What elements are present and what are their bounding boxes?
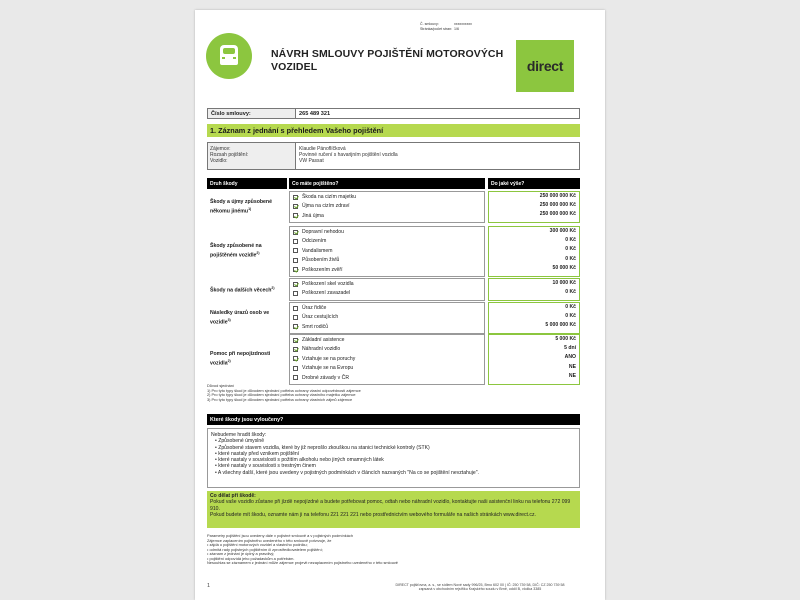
unchecked-checkbox-icon	[293, 375, 298, 380]
coverage-item	[293, 203, 350, 209]
info-value: Povinné ručení s havarijním pojištění vozidla	[299, 152, 398, 159]
group-label-text: Škody způsobené na pojištěném vozidle	[210, 243, 262, 259]
coverage-limit-value: 0 Kč	[565, 255, 576, 262]
coverage-item-label: Úraz řidiče	[302, 305, 327, 311]
company-address	[380, 583, 580, 592]
coverage-limit-value: 0 Kč	[565, 246, 576, 253]
coverage-item	[293, 305, 326, 311]
contract-no-label: Č. smlouvy:	[420, 22, 439, 26]
group-label	[207, 226, 287, 277]
footnote: 2) Pro tyto typy škod je důvodem sjednání potřeba ochrany vlastního majetku zájemce	[207, 392, 356, 398]
group-items	[289, 226, 485, 277]
info-label: Vozidlo:	[210, 158, 228, 165]
group-label-text: Pomoc při nepojízdnosti vozidla	[210, 351, 271, 367]
group-values	[488, 191, 580, 223]
coverage-item-label: Náhradní vozidlo	[302, 346, 341, 353]
coverage-item-label: Drobné závady v ČR	[302, 374, 349, 381]
coverage-limit-value: 5 000 000 Kč	[545, 322, 576, 329]
param-line: Nesouhlas se záznamem z jednání může zájemce projevit nezaplacením pojistného uvedeného v této smlouvě	[207, 560, 398, 565]
info-value: Klaudie Pánoflíčková	[299, 146, 346, 152]
document-page	[195, 10, 605, 600]
param-line: • pojištění odpovídá jeho požadavkům a potřebám.	[207, 555, 295, 561]
info-labels	[208, 143, 296, 169]
exclusion-item: • které nastaly v souvislosti s požitím alkoholu nebo jiných omamných látek	[211, 457, 576, 463]
coverage-item-label: Působením živlů	[302, 257, 340, 264]
coverage-item	[293, 290, 350, 296]
exclusion-item: • které nastaly před vznikem pojištění	[211, 451, 576, 457]
group-values	[488, 278, 580, 301]
group-label-text: Následky úrazů osob ve vozidle	[210, 309, 270, 326]
group-values	[488, 226, 580, 277]
coverage-limit-value: 10 000 Kč	[552, 279, 576, 286]
info-label: Rozsah pojištění:	[210, 152, 249, 159]
param-line: • záznam z jednání je úplný a pravdivý;	[207, 551, 275, 556]
exclusions-body	[207, 428, 580, 488]
group-values	[488, 334, 580, 385]
group-footnote-ref: 2)	[271, 285, 275, 290]
document-title: NÁVRH SMLOUVY POJIŠTĚNÍ MOTOROVÝCH VOZIDEL	[271, 48, 504, 73]
coverage-item	[293, 356, 355, 362]
claim-help-line: Pokud vaše vozidlo zůstane při jízdě nepojízdné a budete potřebovat pomoc, odtah nebo náhradní vozidlo, kontaktujte naši asistenční linku na telefonu 272 099 910.	[210, 499, 571, 512]
checked-checkbox-icon	[293, 282, 298, 287]
coverage-item-label: Škoda na cizím majetku	[302, 194, 357, 200]
coverage-limit-value: 5 000 Kč	[555, 335, 576, 342]
footnote: Důvod sjednání	[207, 383, 235, 388]
header-meta	[420, 22, 472, 32]
page-count-label: Stránka/počet stran:	[420, 27, 453, 31]
claim-help-title: Co dělat při škodě:	[210, 493, 256, 499]
coverage-item-label: Úraz cestujících	[302, 314, 339, 321]
exclusion-item: • A všechny další, které jsou uvedeny v pojistných podmínkách v článcích nazvaných "Na co se pojištění nevztahuje".	[211, 470, 576, 476]
checked-checkbox-icon	[293, 338, 298, 343]
coverage-item	[293, 375, 349, 381]
coverage-item-label: Smrt rodičů	[302, 323, 329, 330]
checked-checkbox-icon	[293, 195, 298, 200]
unchecked-checkbox-icon	[293, 306, 298, 311]
coverage-limit-value: ANO	[564, 354, 576, 361]
coverage-limit-value: NE	[568, 373, 576, 380]
parameters-text	[207, 534, 577, 566]
group-label	[207, 302, 287, 334]
coverage-item	[293, 229, 344, 235]
coverage-limit-value: 250 000 000 Kč	[539, 211, 576, 218]
param-line: • zájdá o pojištění motorových vozidel a vlastního podniku;	[207, 542, 308, 547]
checked-checkbox-icon	[293, 356, 298, 361]
coverage-item-label: Odcizením	[302, 238, 327, 245]
company-line: DIRECT pojišťovna, a. s., se sídlem Nové sady 996/25, Brno 602 00 | IČ: 250 739 58, DIČ: CZ 250 739 58	[395, 583, 565, 587]
exclusion-item: • Způsobené úmyslně	[211, 438, 576, 444]
unchecked-checkbox-icon	[293, 248, 298, 253]
coverage-item-label: Vztahuje se na Evropu	[302, 365, 354, 372]
coverage-item	[293, 257, 339, 263]
coverage-limit-value: 0 Kč	[565, 312, 576, 319]
checked-checkbox-icon	[293, 204, 298, 209]
exclusion-item: • Způsobené stavem vozidla, které by již neprošlo zkouškou na stanici technické kontroly (STK)	[211, 445, 576, 451]
coverage-limit-value: NE	[568, 363, 576, 370]
coverage-limit-value: 0 Kč	[565, 236, 576, 243]
unchecked-checkbox-icon	[293, 315, 298, 320]
unchecked-checkbox-icon	[293, 239, 298, 244]
group-footnote-ref: 1)	[248, 206, 252, 211]
claim-help-box	[207, 491, 580, 528]
coverage-item	[293, 213, 324, 219]
table-header-type: Druh škody	[207, 178, 287, 189]
coverage-limit-value: 0 Kč	[565, 288, 576, 295]
coverage-item	[293, 324, 328, 330]
register-line: zapsaná v obchodním rejstříku Krajského soudu v Brně, oddíl B, vložka 3385	[418, 587, 542, 592]
coverage-item-label: Poškození zavazadel	[302, 290, 351, 297]
coverage-item	[293, 194, 356, 200]
coverage-limit-value: 5 dní	[564, 344, 576, 351]
group-items	[289, 334, 485, 385]
coverage-item	[293, 337, 344, 343]
info-label: Zájemce:	[210, 146, 231, 152]
coverage-item	[293, 248, 332, 254]
coverage-item-label: Jiná újma	[302, 212, 324, 219]
group-items	[289, 278, 485, 301]
exclusions-intro: Nebudeme hradit škody:	[211, 432, 267, 438]
group-label-text: Škody a újmy způsobené někomu jinému	[210, 198, 272, 215]
contract-number-label: Číslo smlouvy:	[208, 109, 296, 118]
checked-checkbox-icon	[293, 347, 298, 352]
group-label	[207, 278, 287, 301]
table-header-limit: Do jaké výše?	[488, 178, 580, 189]
coverage-item-label: Poškození skel vozidla	[302, 281, 354, 287]
coverage-item	[293, 346, 340, 352]
coverage-item	[293, 314, 338, 320]
unchecked-checkbox-icon	[293, 291, 298, 296]
group-label	[207, 191, 287, 223]
checked-checkbox-icon	[293, 213, 298, 218]
exclusions-title: Které škody jsou vyloučeny?	[207, 414, 580, 425]
page-count-value: 1/6	[454, 27, 459, 31]
footnote: 1) Pro tyto typy škod je důvodem sjednání potřeba ochrany vlastní odpovědnosti zájemce	[207, 387, 361, 393]
info-values	[296, 143, 401, 168]
group-label	[207, 334, 287, 385]
coverage-item-label: Základní asistence	[302, 337, 345, 343]
coverage-item	[293, 281, 354, 287]
table-header-covered: Co máte pojištěno?	[289, 178, 485, 189]
direct-logo: direct	[516, 40, 574, 92]
group-items	[289, 302, 485, 334]
param-line: Zájemce zaplacením pojistného uvedeného v této smlouvě potvrzuje, že	[207, 537, 332, 543]
claim-help-line: Pokud budete mít škodu, oznamte nám ji na telefonu 221 221 221 nebo prostřednictvím webového formuláře na našich stránkách www.direct.cz.	[210, 511, 536, 518]
contract-number-row	[207, 108, 580, 119]
info-value: VW Passat	[299, 158, 324, 165]
group-items	[289, 191, 485, 223]
coverage-item	[293, 365, 353, 371]
group-footnote-ref: 2)	[256, 251, 260, 256]
info-box	[207, 142, 580, 170]
coverage-item-label: Vandalismem	[302, 247, 333, 254]
page-number: 1	[207, 583, 211, 589]
unchecked-checkbox-icon	[293, 366, 298, 371]
coverage-item-label: Újma na cizím zdraví	[302, 203, 350, 210]
footnotes	[207, 384, 361, 402]
footnote: 3) Pro tyto typy škod je důvodem sjednání potřeba ochrany vlastních zájmů zájemce	[207, 396, 353, 402]
contract-number-value: 265 489 321	[299, 110, 331, 117]
contract-no-value: xxxxxxxxxx	[454, 22, 472, 26]
checked-checkbox-icon	[293, 324, 298, 329]
coverage-limit-value: 250 000 000 Kč	[539, 201, 576, 208]
coverage-item	[293, 238, 326, 244]
group-footnote-ref: 3)	[227, 317, 231, 322]
coverage-item-label: Vztahuje se na poruchy	[302, 355, 356, 362]
param-line: • odmítá rady pojistných pojištěním či zprostředkovatelem pojištění;	[207, 546, 323, 552]
unchecked-checkbox-icon	[293, 258, 298, 263]
group-values	[488, 302, 580, 334]
group-footnote-ref: 2)	[227, 359, 231, 364]
checked-checkbox-icon	[293, 230, 298, 235]
coverage-limit-value: 50 000 Kč	[552, 265, 576, 272]
coverage-item	[293, 267, 342, 273]
coverage-limit-value: 250 000 000 Kč	[539, 192, 576, 199]
section-1-title: 1. Záznam z jednání s přehledem Vašeho pojištění	[207, 124, 580, 137]
group-label-text: Škody na dalších věcech	[210, 287, 272, 294]
coverage-limit-value: 300 000 Kč	[549, 227, 576, 234]
checked-checkbox-icon	[293, 267, 298, 272]
coverage-limit-value: 0 Kč	[565, 303, 576, 310]
exclusion-item: • které nastaly v souvislosti s trestným činem	[211, 463, 576, 469]
coverage-item-label: Poškozením zvěří	[302, 266, 343, 273]
param-line: Parametry pojištění jsou uvedeny dále v pojistné smlouvě a v pojistných podmínkách	[207, 533, 353, 538]
car-icon	[206, 33, 252, 79]
coverage-item-label: Dopravní nehodou	[302, 229, 344, 235]
